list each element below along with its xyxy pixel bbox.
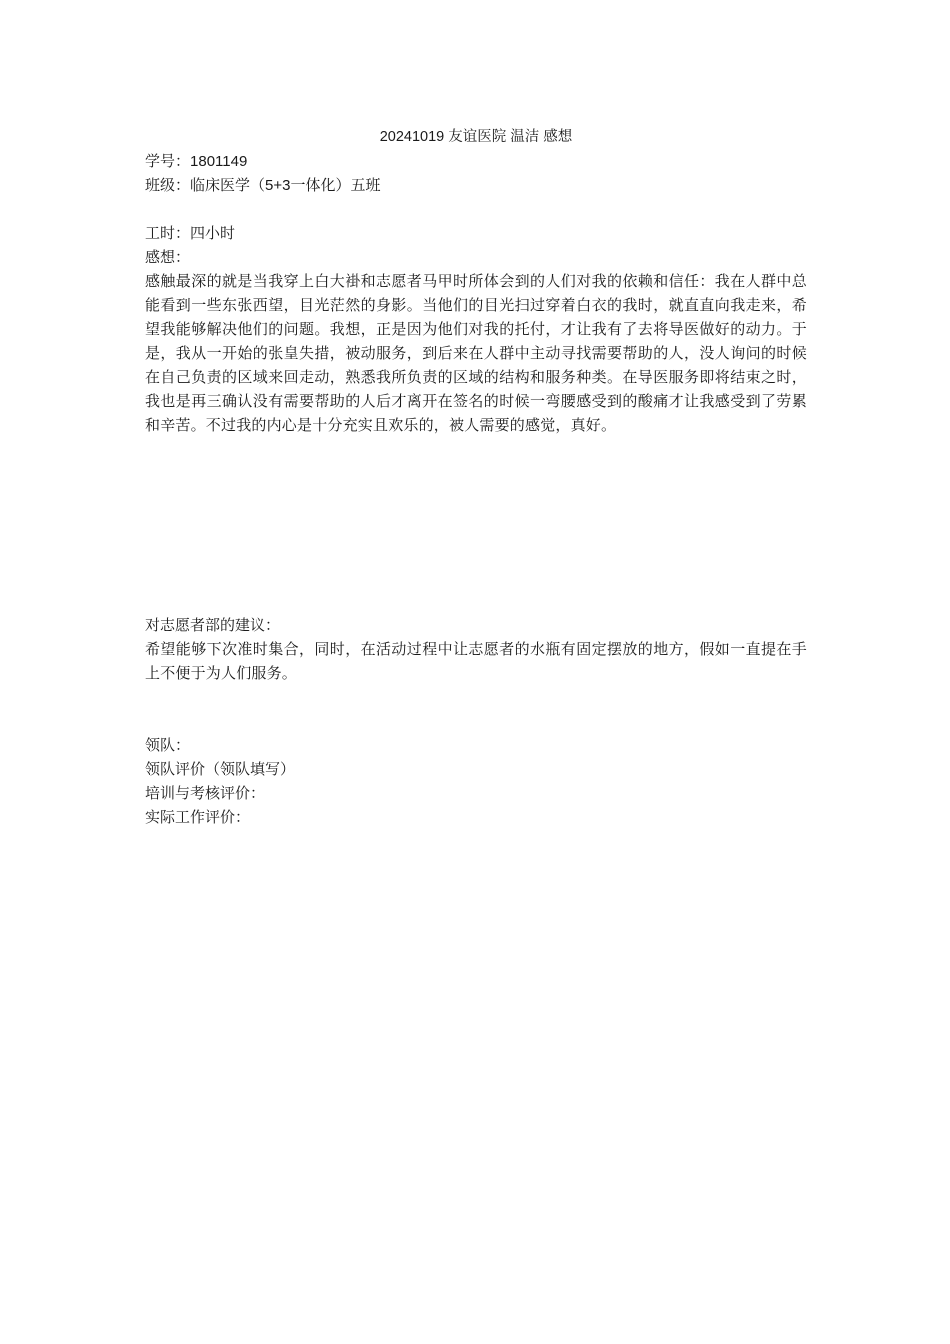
class-line xyxy=(145,173,807,197)
class-value-suffix: 一体化）五班 xyxy=(290,176,381,194)
work-hours: 工时：四小时 xyxy=(145,224,236,242)
student-id-label: 学号： xyxy=(145,152,191,170)
spacer xyxy=(145,685,807,733)
student-id-value: 1801149 xyxy=(190,153,248,170)
reflection-paragraph: 感触最深的就是当我穿上白大褂和志愿者马甲时所体会到的人们对我的依赖和信任：我在人群中总能看到一些东张西望，目光茫然的身影。当他们的目光扫过穿着白衣的我时，就直直向我走来，希望我能够解决他们的问题。我想，正是因为他们对我的托付，才让我有了去将导医做好的动力。于是，我从一开始的张皇失措，被动服务，到后来在人群中主动寻找需要帮助的人，没人询问的时候在自己负责的区域来回走动，熟悉我所负责的区域的结构和服务种类。在导医服务即将结束之时，我也是再三确认没有需要帮助的人后才离开在签名的时候一弯腰感受到的酸痛才让我感受到了劳累和辛苦。不过我的内心是十分充实且欢乐的，被人需要的感觉，真好。 xyxy=(145,272,807,434)
work-evaluation-label: 实际工作评价： xyxy=(145,808,251,826)
class-value-prefix: 临床医学（ xyxy=(190,176,266,194)
class-value-num: 5+3 xyxy=(265,177,291,194)
leader-label: 领队： xyxy=(145,736,191,754)
suggestion-label: 对志愿者部的建议： xyxy=(145,616,281,634)
class-label: 班级： xyxy=(145,176,191,194)
document-body xyxy=(145,125,807,829)
reflection-label: 感想： xyxy=(145,248,191,266)
student-id-line xyxy=(145,149,807,173)
suggestion-paragraph: 希望能够下次准时集合，同时，在活动过程中让志愿者的水瓶有固定摆放的地方，假如一直提在手上不便于为人们服务。 xyxy=(145,640,807,682)
leader-evaluation-label: 领队评价（领队填写） xyxy=(145,760,296,778)
training-evaluation-label: 培训与考核评价： xyxy=(145,784,266,802)
spacer xyxy=(145,197,807,221)
spacer xyxy=(145,437,807,613)
document-title: 20241019 友谊医院 温洁 感想 xyxy=(379,129,573,145)
